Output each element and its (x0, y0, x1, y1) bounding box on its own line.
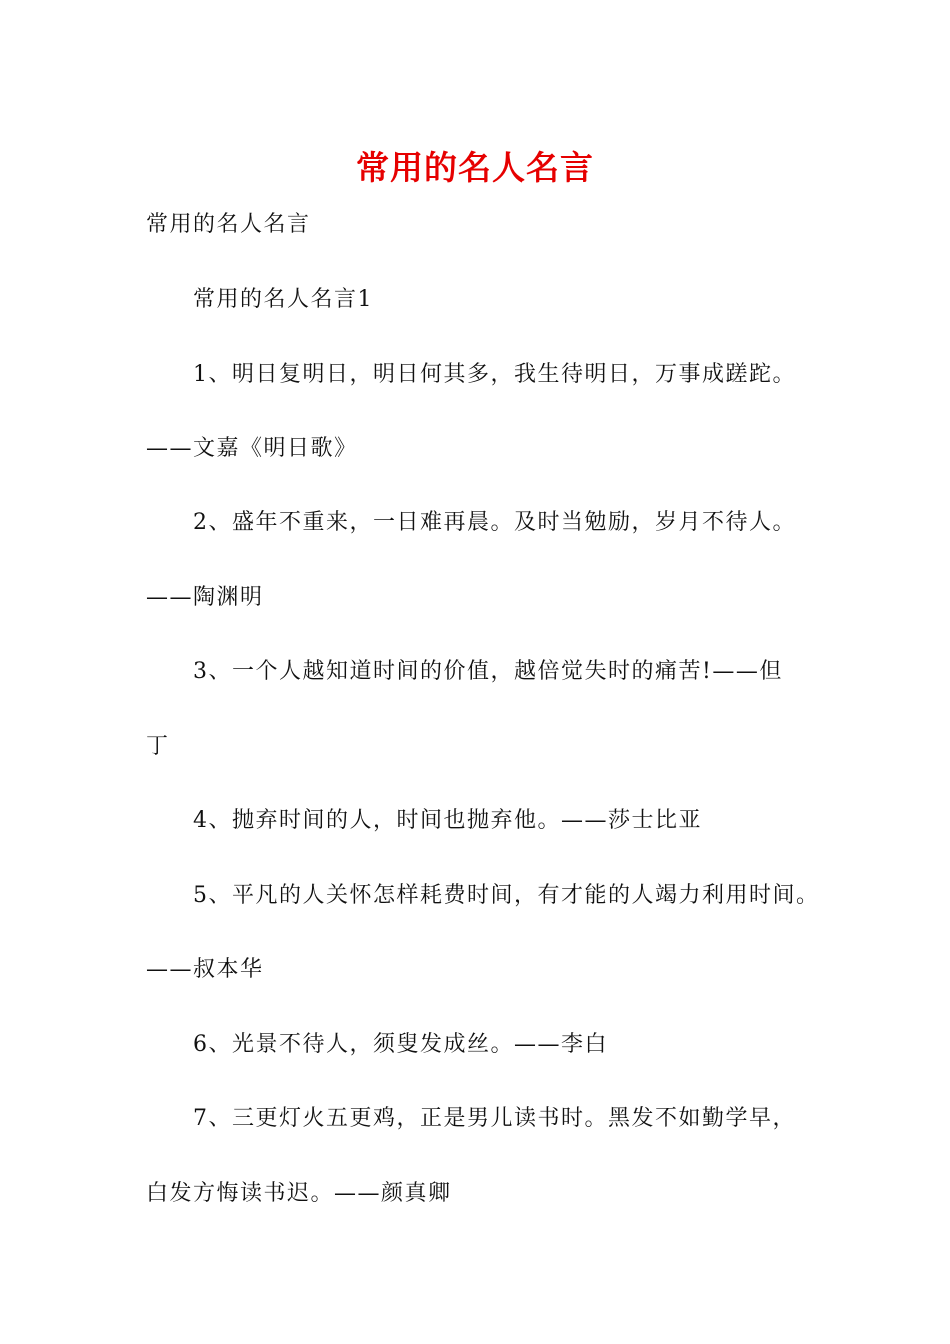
quote-6-text: 6、光景不待人，须叟发成丝。——李白 (193, 1032, 608, 1057)
quote-1-text: 1、明日复明日，明日何其多，我生待明日，万事成蹉跎。 (193, 362, 796, 387)
quote-3-text: 3、一个人越知道时间的价值，越倍觉失时的痛苦!——但 (193, 659, 783, 684)
quote-1-author: ——文嘉《明日歌》 (146, 436, 358, 461)
document-subtitle: 常用的名人名言 (146, 212, 311, 237)
quote-4-text: 4、抛弃时间的人，时间也抛弃他。——莎士比亚 (193, 808, 702, 833)
quote-5-author: ——叔本华 (146, 957, 264, 982)
quote-2-author: ——陶渊明 (146, 585, 264, 610)
quote-3-continuation: 丁 (146, 734, 170, 759)
section-heading: 常用的名人名言1 (193, 287, 373, 312)
quote-7-text: 7、三更灯火五更鸡，正是男儿读书时。黑发不如勤学早， (193, 1106, 796, 1131)
quote-2-text: 2、盛年不重来，一日难再晨。及时当勉励，岁月不待人。 (193, 510, 796, 535)
quote-7-continuation: 白发方悔读书迟。——颜真卿 (146, 1181, 452, 1206)
document-title: 常用的名人名言 (356, 148, 594, 187)
quote-5-text: 5、平凡的人关怀怎样耗费时间，有才能的人竭力利用时间。 (193, 883, 820, 908)
